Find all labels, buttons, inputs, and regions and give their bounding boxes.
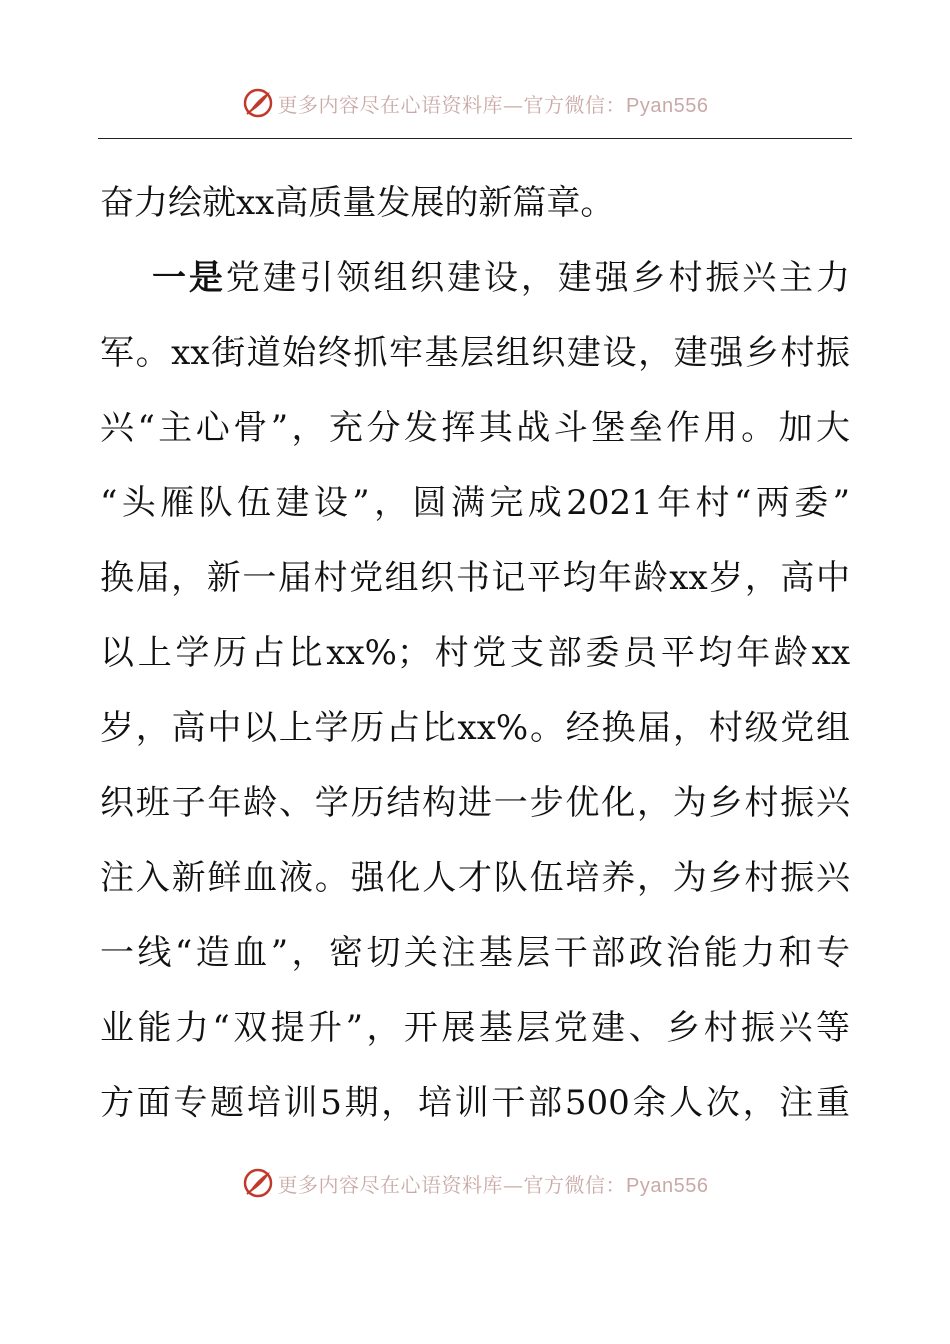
feather-quill-logo-icon	[242, 87, 274, 119]
footer-site-name: 更多内容尽在心语资料库	[277, 1172, 504, 1197]
body-line: 以上学历占比xx%；村党支部委员平均年龄xx	[100, 633, 850, 673]
body-line: 军。xx街道始终抓牢基层组织建设，建强乡村振	[100, 333, 850, 373]
header-separator: —	[503, 92, 524, 117]
header-site-name: 更多内容尽在心语资料库	[277, 92, 504, 117]
body-line: 兴“主心骨”，充分发挥其战斗堡垒作用。加大	[100, 408, 850, 448]
feather-quill-logo-icon	[242, 1167, 274, 1199]
document-body	[100, 166, 850, 1141]
footer-wechat-label: 官方微信：	[523, 1172, 627, 1197]
header-wechat-label: 官方微信：	[523, 92, 627, 117]
body-line: 织班子年龄、学历结构进一步优化，为乡村振兴	[100, 783, 850, 823]
footer-banner-text	[278, 1169, 709, 1198]
body-line: 方面专题培训5期，培训干部500余人次，注重	[100, 1083, 850, 1123]
paragraph-lead-bold: 一是	[152, 258, 226, 298]
body-line: 一线“造血”，密切关注基层干部政治能力和专	[100, 933, 850, 973]
header-divider	[98, 138, 852, 139]
body-line: “头雁队伍建设”，圆满完成2021年村“两委”	[100, 483, 850, 523]
body-line: 奋力绘就xx高质量发展的新篇章。	[100, 183, 615, 223]
paragraph-lead-line	[100, 241, 850, 316]
footer-banner	[0, 1163, 950, 1203]
body-line: 注入新鲜血液。强化人才队伍培养，为乡村振兴	[100, 858, 850, 898]
body-line-text: 党建引领组织建设，建强乡村振兴主力	[225, 258, 851, 298]
header-banner	[0, 83, 950, 123]
header-banner-text	[278, 89, 709, 118]
body-line: 业能力“双提升”，开展基层党建、乡村振兴等	[100, 1008, 850, 1048]
footer-wechat-id: Pyan556	[626, 1174, 709, 1197]
footer-separator: —	[503, 1172, 524, 1197]
body-line: 岁，高中以上学历占比xx%。经换届，村级党组	[100, 708, 850, 748]
header-wechat-id: Pyan556	[626, 94, 709, 117]
body-line: 换届，新一届村党组织书记平均年龄xx岁，高中	[100, 558, 850, 598]
